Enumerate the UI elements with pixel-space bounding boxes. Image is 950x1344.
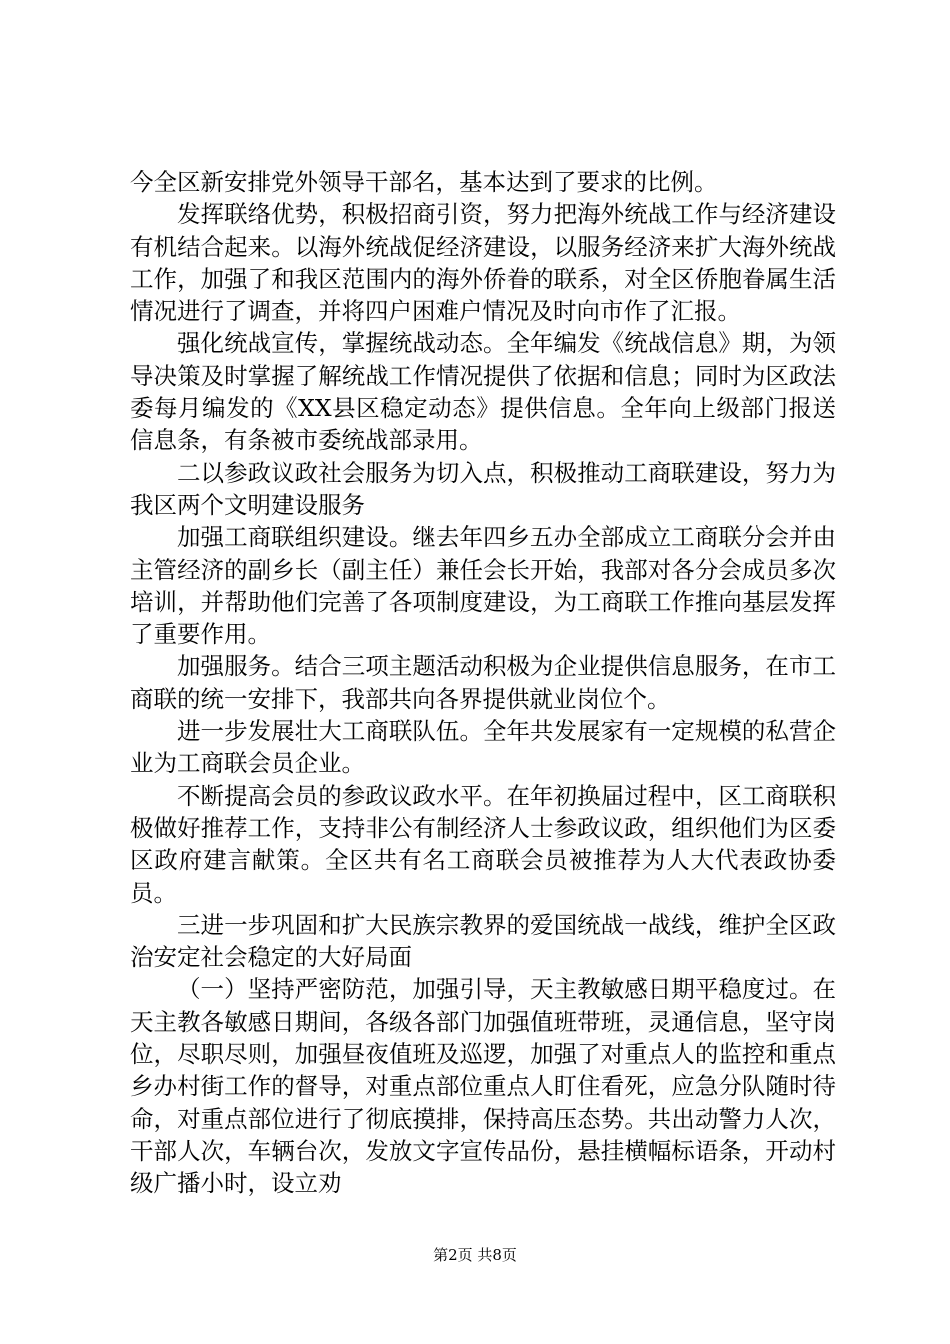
page-footer: 第2页 共8页 [433, 1246, 517, 1264]
paragraph-7: 进一步发展壮大工商联队伍。全年共发展家有一定规模的私营企业为工商联会员企业。 [130, 717, 836, 778]
paragraph-3: 强化统战宣传，掌握统战动态。全年编发《统战信息》期，为领导决策及时掌握了解统战工作情况提供了依据和信息；同时为区政法委每月编发的《XX县区稳定动态》提供信息。全年向上级部门报送信息条，有条被市委统战部录用。 [130, 329, 836, 455]
paragraph-10: （一）坚持严密防范，加强引导，天主教敏感日期平稳度过。在天主教各敏感日期间，各级各部门加强值班带班，灵通信息，坚守岗位，尽职尽则，加强昼夜值班及巡逻，加强了对重点人的监控和重点乡办村街工作的督导，对重点部位重点人盯住看死，应急分队随时待命，对重点部位进行了彻底摸排，保持高压态势。共出动警力人次，干部人次，车辆台次，发放文字宣传品份，悬挂横幅标语条，开动村级广播小时，设立劝 [130, 975, 836, 1198]
document-body [130, 166, 836, 1200]
paragraph-6: 加强服务。结合三项主题活动积极为企业提供信息服务，在市工商联的统一安排下，我部共向各界提供就业岗位个。 [130, 652, 836, 713]
section-heading-2: 二以参政议政社会服务为切入点，积极推动工商联建设，努力为我区两个文明建设服务 [130, 458, 836, 519]
paragraph-5: 加强工商联组织建设。继去年四乡五办全部成立工商联分会并由主管经济的副乡长（副主任）兼任会长开始，我部对各分会成员多次培训，并帮助他们完善了各项制度建设，为工商联工作推向基层发挥了重要作用。 [130, 523, 836, 649]
paragraph-8: 不断提高会员的参政议政水平。在年初换届过程中，区工商联积极做好推荐工作，支持非公有制经济人士参政议政，组织他们为区委区政府建言献策。全区共有名工商联会员被推荐为人大代表政协委员。 [130, 781, 836, 907]
paragraph-2: 发挥联络优势，积极招商引资，努力把海外统战工作与经济建设有机结合起来。以海外统战促经济建设，以服务经济来扩大海外统战工作，加强了和我区范围内的海外侨眷的联系，对全区侨胞眷属生活情况进行了调查，并将四户困难户情况及时向市作了汇报。 [130, 200, 836, 326]
paragraph-1: 今全区新安排党外领导干部名，基本达到了要求的比例。 [130, 168, 718, 196]
section-heading-3: 三进一步巩固和扩大民族宗教界的爱国统战一战线，维护全区政治安定社会稳定的大好局面 [130, 910, 836, 972]
